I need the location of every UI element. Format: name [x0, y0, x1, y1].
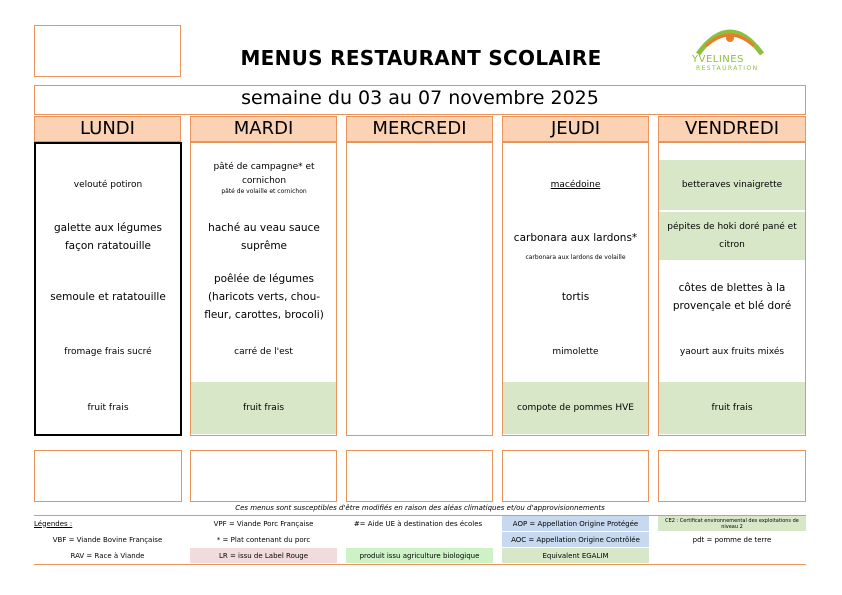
logo-text-yvelines: YVELINES [692, 54, 744, 65]
menu-item-side: tortis [561, 291, 590, 303]
day-header-vendredi: VENDREDI [658, 116, 806, 142]
legend-ce2: CE2 : Certificat environnemental des exploitations de niveau 2 [658, 516, 806, 531]
menu-item-dessert: fruit frais [659, 382, 805, 434]
menu-item-dessert: compote de pommes HVE [503, 382, 648, 434]
day-header-jeudi: JEUDI [502, 116, 649, 142]
menu-item-side: poêlée de légumes (haricots verts, chou-fleur, carottes, brocoli) [204, 273, 324, 321]
legend-aide-ue: #= Aide UE à destination des écoles [353, 519, 483, 528]
menu-item-alternative: carbonara aux lardons de volaille [525, 254, 626, 261]
legend-vbf: VBF = Viande Bovine Française [52, 535, 163, 544]
menu-item-main: haché au veau sauce suprême [208, 222, 320, 252]
menu-item-dairy: carré de l'est [234, 347, 293, 357]
day-column-mercredi [346, 142, 493, 436]
logo-text-restauration: RESTAURATION [696, 65, 759, 72]
menu-item-side: côtes de blettes à la provençale et blé doré [672, 282, 792, 312]
menu-item-dairy: mimolette [552, 347, 599, 357]
legend-porc: * = Plat contenant du porc [216, 535, 311, 544]
week-label: semaine du 03 au 07 novembre 2025 [241, 87, 599, 109]
menu-item-alternative: pâté de volaille et cornichon [221, 188, 307, 195]
day-header-lundi: LUNDI [34, 116, 181, 142]
legend-divider [34, 564, 806, 565]
menu-item-dairy: fromage frais sucré [64, 347, 152, 357]
day-header-mercredi: MERCREDI [346, 116, 493, 142]
menu-item-starter: velouté potiron [73, 180, 143, 190]
legend-title: Légendes : [34, 519, 73, 528]
legend-vpf: VPF = Viande Porc Française [213, 519, 314, 528]
menu-item-main: pépites de hoki doré pané et citron [659, 212, 805, 260]
extra-cell-mercredi [346, 450, 493, 502]
legend-aoc: AOC = Appellation Origine Contrôlée [502, 532, 649, 547]
menu-item-dairy: yaourt aux fruits mixés [679, 347, 785, 357]
legend-egalim: Equivalent EGALIM [502, 548, 649, 563]
logo-placeholder-box [34, 25, 181, 77]
menu-item-dessert: fruit frais [87, 403, 129, 413]
legend-label-rouge: LR = issu de Label Rouge [190, 548, 337, 563]
extra-cell-mardi [190, 450, 337, 502]
legend-bio: produit issu agriculture biologique [346, 548, 493, 563]
legend-aop: AOP = Appellation Origine Protégée [502, 516, 649, 531]
menu-item-side: semoule et ratatouille [50, 291, 166, 303]
menu-item-main: galette aux légumes façon ratatouille [53, 222, 162, 252]
extra-cell-jeudi [502, 450, 649, 502]
day-header-mardi: MARDI [190, 116, 337, 142]
page-title: MENUS RESTAURANT SCOLAIRE [240, 46, 602, 70]
menu-item-starter: betteraves vinaigrette [659, 160, 805, 210]
legend-pdt: pdt = pomme de terre [692, 535, 772, 544]
menu-item-starter: macédoine [550, 180, 601, 190]
extra-cell-lundi [34, 450, 182, 502]
menu-item-dessert: fruit frais [191, 382, 336, 434]
disclaimer-note: Ces menus sont susceptibles d'être modifiés en raison des aléas climatiques et/ou d'approvisionnements [235, 504, 605, 512]
menu-item-starter: pâté de campagne* et cornichon pâté de volaille et cornichon [213, 162, 315, 195]
legend-rav: RAV = Race à Viande [70, 551, 145, 560]
menu-item-main: carbonara aux lardons* carbonara aux lardons de volaille [513, 232, 638, 261]
extra-cell-vendredi [658, 450, 806, 502]
